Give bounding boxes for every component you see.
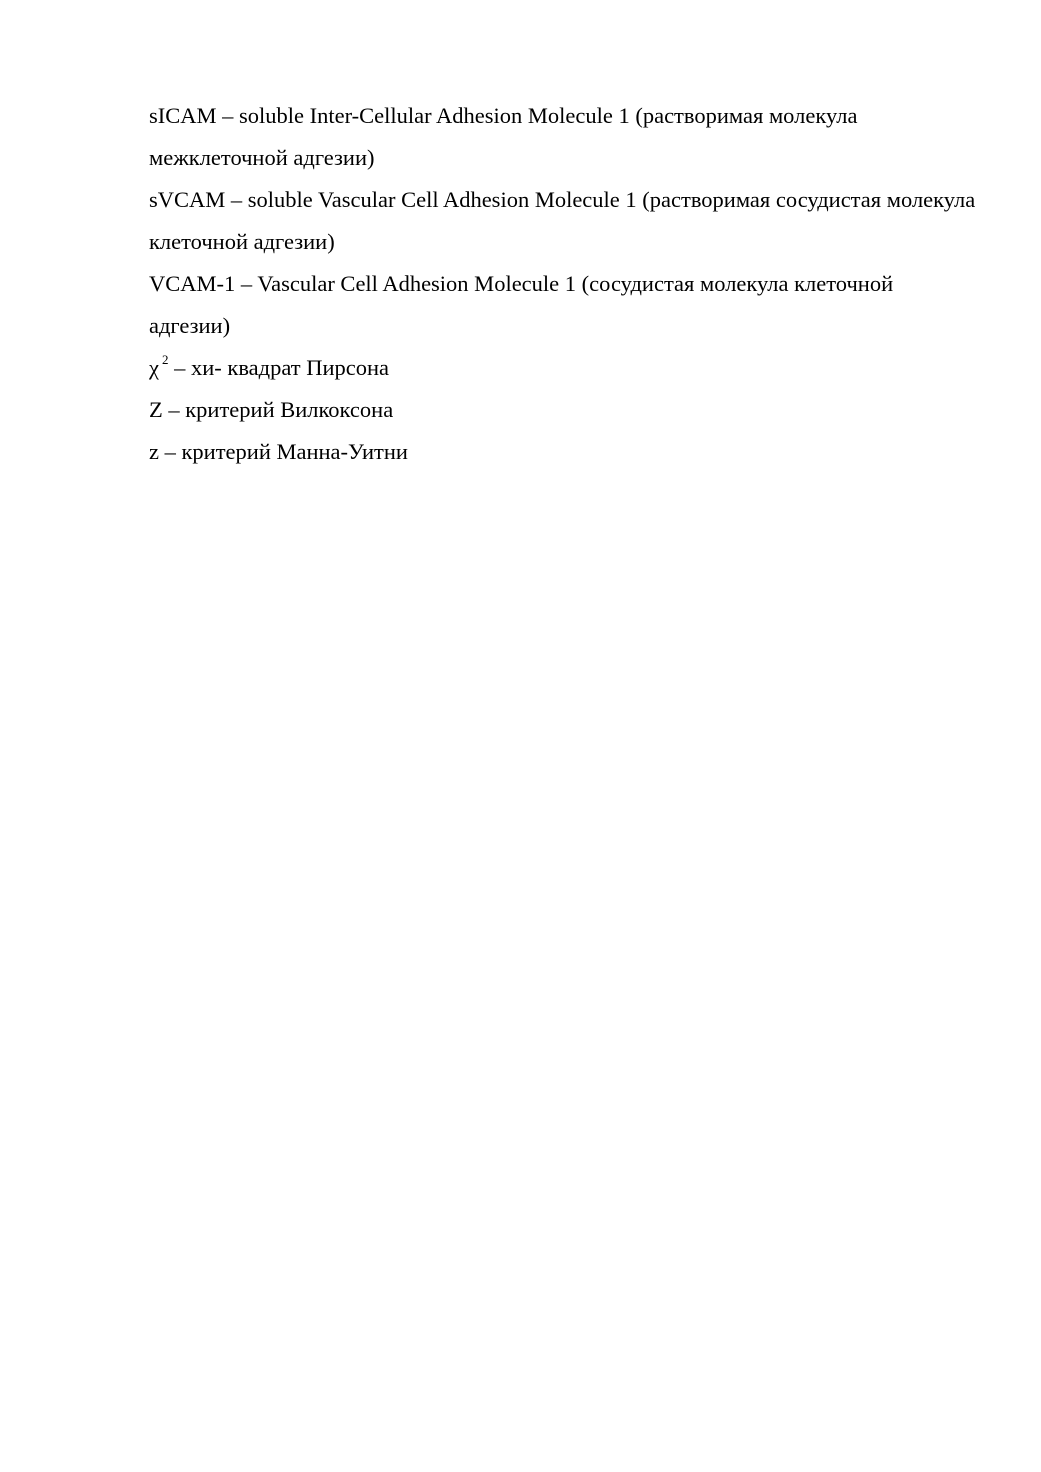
abbreviation-chi-square: [149, 347, 979, 389]
abbreviation-svcam: sVCAM – soluble Vascular Cell Adhesion Molecule 1 (растворимая сосудистая молекула клеточной адгезии): [149, 187, 976, 254]
chi-square-definition: – хи- квадрат Пирсона: [168, 355, 390, 380]
abbreviation-list: [149, 95, 979, 473]
abbreviation-wilcoxon: Z – критерий Вилкоксона: [149, 397, 394, 422]
abbreviation-vcam1: VCAM-1 – Vascular Cell Adhesion Molecule 1 (сосудистая молекула клеточной адгезии): [149, 271, 894, 338]
chi-symbol: χ: [149, 355, 159, 380]
abbreviation-mann-whitney: z – критерий Манна-Уитни: [149, 439, 408, 464]
abbreviation-sicam: sICAM – soluble Inter-Cellular Adhesion Molecule 1 (растворимая молекула межклеточной адгезии): [149, 103, 858, 170]
chi-superscript: 2: [162, 352, 169, 367]
